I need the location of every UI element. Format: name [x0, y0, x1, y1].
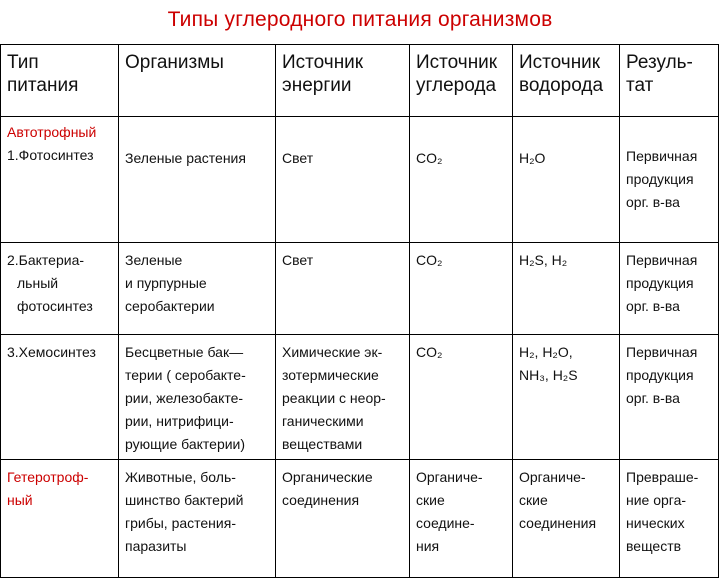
cell-carbon: Органиче- ские соедине- ния	[410, 460, 513, 578]
header-carbon: Источник углерода	[410, 45, 513, 117]
cell-energy: Химические эк- зотермические реакции с неор- ганическими веществами	[276, 335, 410, 460]
nutrition-types-table	[0, 44, 719, 578]
cell-type: 2.Бактериа- льный фотосинтез	[1, 243, 119, 335]
cell-hydrogen: H₂S, H₂	[513, 243, 620, 335]
cell-hydrogen: H₂, H₂O, NH₃, H₂S	[513, 335, 620, 460]
cell-hydrogen: H₂O	[513, 117, 620, 243]
table-row	[1, 335, 719, 460]
header-result: Резуль- тат	[620, 45, 719, 117]
cell-carbon: CO₂	[410, 335, 513, 460]
cell-carbon: CO₂	[410, 243, 513, 335]
cell-organisms: Зеленые растения	[119, 117, 276, 243]
table-header-row	[1, 45, 719, 117]
cell-result: Первичная продукция орг. в-ва	[620, 243, 719, 335]
cell-organisms: Бесцветные бак— терии ( серобакте- рии, железобакте- рии, нитрифици- рующие бактерии)	[119, 335, 276, 460]
table-row	[1, 460, 719, 578]
page-title: Типы углеродного питания организмов	[167, 8, 553, 31]
header-type: Тип питания	[1, 45, 119, 117]
cell-energy: Органические соединения	[276, 460, 410, 578]
cell-energy: Свет	[276, 243, 410, 335]
cell-type: Гетеротроф- ный	[1, 460, 119, 578]
cell-result: Первичная продукция орг. в-ва	[620, 117, 719, 243]
cell-result: Превраше- ние орга- нических веществ	[620, 460, 719, 578]
header-hydrogen: Источник водорода	[513, 45, 620, 117]
cell-hydrogen: Органиче- ские соединения	[513, 460, 620, 578]
cell-carbon: CO₂	[410, 117, 513, 243]
cell-energy: Свет	[276, 117, 410, 243]
table-row	[1, 117, 719, 243]
cell-organisms: Животные, боль- шинство бактерий грибы, растения- паразиты	[119, 460, 276, 578]
cell-type: Автотрофный 1.Фотосинтез	[1, 117, 119, 243]
header-energy: Источник энергии	[276, 45, 410, 117]
table-row	[1, 243, 719, 335]
cell-organisms: Зеленые и пурпурные серобактерии	[119, 243, 276, 335]
header-organisms: Организмы	[119, 45, 276, 117]
cell-type: 3.Хемосинтез	[1, 335, 119, 460]
cell-result: Первичная продукция орг. в-ва	[620, 335, 719, 460]
